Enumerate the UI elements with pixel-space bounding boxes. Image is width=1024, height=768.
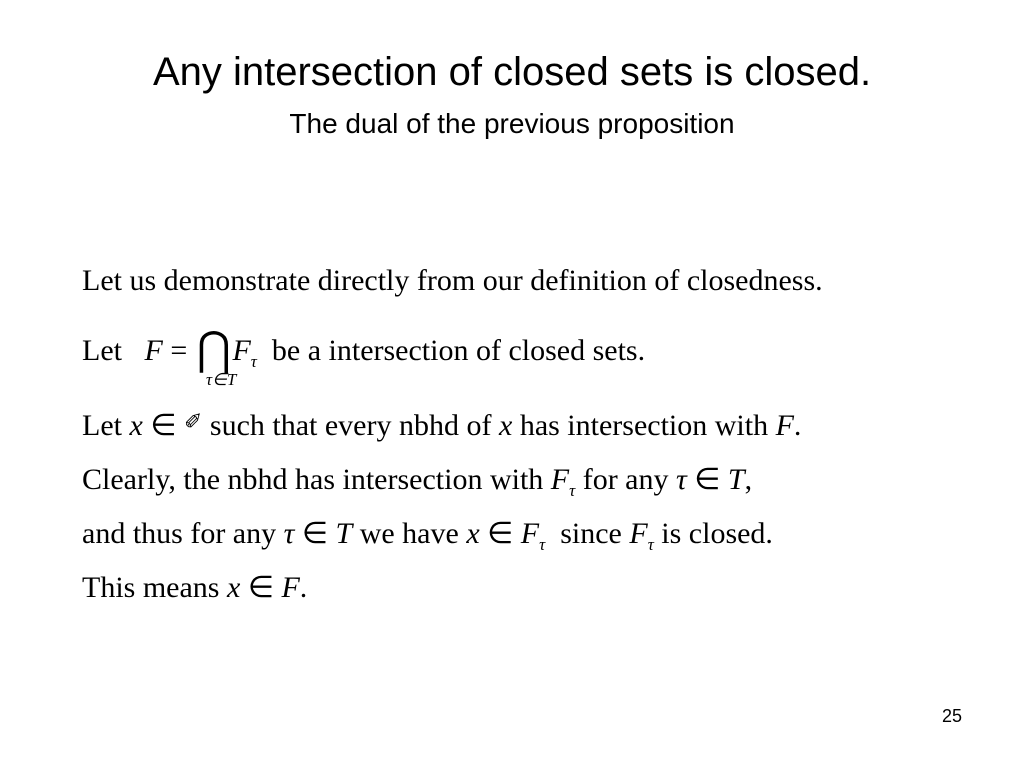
symbol-x: x — [466, 517, 480, 550]
symbol-equals: = — [170, 334, 188, 367]
page-number: 25 — [941, 706, 962, 726]
symbol-tau: τ — [676, 463, 687, 496]
symbol-T: T — [335, 517, 353, 550]
symbol-F: F — [281, 571, 300, 604]
intersection-symbol: ⋂ — [196, 323, 231, 374]
symbol-tau: τ — [283, 517, 295, 550]
pencil-glyph-icon: ✐ — [183, 410, 203, 435]
symbol-in: ∈ — [301, 517, 329, 550]
proof-line-5 — [82, 516, 773, 554]
symbol-T: T — [727, 463, 745, 496]
period: . — [793, 409, 802, 442]
period: . — [299, 571, 308, 604]
symbol-in: ∈ — [150, 409, 177, 442]
word-let: Let — [82, 334, 122, 367]
symbol-x: x — [226, 571, 241, 604]
subscript-tau: τ — [539, 535, 546, 554]
proof-line-6 — [82, 570, 307, 605]
intersection-index: τ∈T — [206, 370, 237, 389]
line-6-text: This means — [82, 571, 220, 604]
subscript-tau: τ — [250, 352, 257, 371]
proof-line-3 — [82, 408, 801, 443]
line-3-text-1: such that every nbhd of — [209, 409, 492, 442]
symbol-F: F — [520, 517, 540, 550]
symbol-F: F — [775, 409, 794, 442]
line-5-text-3: since — [560, 517, 622, 550]
subscript-tau: τ — [647, 535, 654, 554]
symbol-in: ∈ — [694, 463, 721, 496]
line-2-text: be a intersection of closed sets. — [271, 334, 646, 367]
slide-title: Any intersection of closed sets is closed. — [152, 50, 872, 94]
word-let: Let — [82, 409, 122, 442]
symbol-F: F — [629, 517, 648, 550]
line-3-text-2: has intersection with — [519, 409, 769, 442]
line-5-text-2: we have — [359, 517, 459, 550]
proof-line-2 — [82, 322, 646, 374]
line-4-text-1: Clearly, the nbhd has intersection with — [82, 463, 544, 496]
symbol-F: F — [550, 463, 570, 496]
symbol-F: F — [144, 334, 163, 367]
comma: , — [744, 463, 753, 496]
symbol-x: x — [498, 409, 513, 442]
symbol-in: ∈ — [487, 517, 514, 550]
symbol-in: ∈ — [247, 571, 274, 604]
line-5-text-1: and thus for any — [82, 517, 277, 550]
line-4-text-2: for any — [582, 463, 669, 496]
slide-subtitle: The dual of the previous proposition — [289, 108, 735, 139]
proof-line-1: Let us demonstrate directly from our definition of closedness. — [82, 264, 823, 297]
subscript-tau: τ — [569, 481, 576, 500]
proof-line-4 — [82, 462, 753, 500]
symbol-x: x — [129, 409, 143, 442]
line-5-text-4: is closed. — [661, 517, 773, 550]
symbol-F-tau: F — [232, 334, 251, 367]
